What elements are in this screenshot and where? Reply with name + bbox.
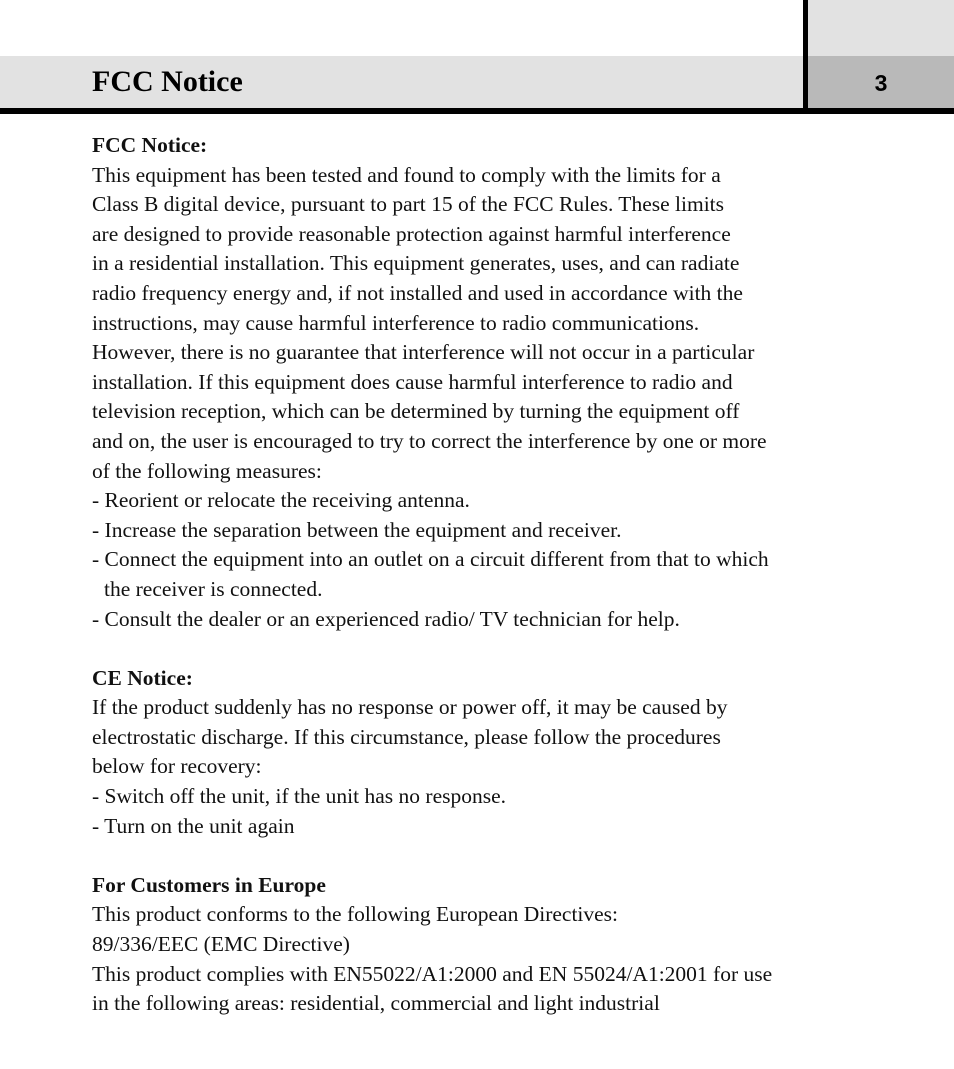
paragraph-line: are designed to provide reasonable protection against harmful interference	[92, 221, 731, 246]
paragraph-line: below for recovery:	[92, 754, 262, 779]
europe-section	[92, 871, 892, 1019]
paragraph-line: radio frequency energy and, if not installed and used in accordance with the	[92, 280, 743, 305]
page-tab-top	[808, 0, 954, 56]
europe-line: in the following areas: residential, commercial and light industrial	[92, 991, 660, 1016]
europe-line: This product conforms to the following European Directives:	[92, 902, 619, 927]
ce-notice-heading: CE Notice:	[92, 665, 193, 690]
paragraph-line: in a residential installation. This equipment generates, uses, and can radiate	[92, 251, 740, 276]
paragraph-line: and on, the user is encouraged to try to correct the interference by one or more	[92, 428, 767, 453]
europe-heading: For Customers in Europe	[92, 872, 326, 897]
recovery-step: - Turn on the unit again	[92, 813, 295, 838]
paragraph-line: If the product suddenly has no response or power off, it may be caused by	[92, 695, 728, 720]
paragraph-line: However, there is no guarantee that interference will not occur in a particular	[92, 340, 755, 365]
ce-notice-section	[92, 664, 892, 842]
europe-line: 89/336/EEC (EMC Directive)	[92, 932, 350, 957]
paragraph-line: installation. If this equipment does cause harmful interference to radio and	[92, 369, 733, 394]
section-spacer	[92, 841, 892, 871]
measure-item-continuation: the receiver is connected.	[104, 576, 323, 601]
ce-recovery-steps	[92, 782, 892, 841]
measure-item: - Increase the separation between the equipment and receiver.	[92, 517, 622, 542]
paragraph-line: television reception, which can be determined by turning the equipment off	[92, 399, 740, 424]
ce-notice-paragraph	[92, 693, 892, 782]
fcc-notice-heading: FCC Notice:	[92, 133, 208, 157]
fcc-notice-section	[92, 131, 892, 634]
page-number: 3	[874, 70, 888, 96]
fcc-measures-list	[92, 486, 892, 634]
paragraph-line: electrostatic discharge. If this circumstance, please follow the procedures	[92, 724, 721, 749]
page-title: FCC Notice	[92, 65, 243, 98]
header-rule	[0, 108, 954, 114]
paragraph-line: This equipment has been tested and found to comply with the limits for a	[92, 162, 721, 187]
paragraph-line: Class B digital device, pursuant to part 15 of the FCC Rules. These limits	[92, 192, 725, 217]
document-body	[92, 131, 892, 1019]
fcc-notice-paragraph	[92, 161, 892, 487]
measure-item: - Connect the equipment into an outlet on a circuit different from that to which	[92, 547, 769, 572]
measure-item: - Consult the dealer or an experienced radio/ TV technician for help.	[92, 606, 680, 631]
recovery-step: - Switch off the unit, if the unit has no response.	[92, 784, 507, 809]
paragraph-line: of the following measures:	[92, 458, 322, 483]
measure-item: - Reorient or relocate the receiving antenna.	[92, 488, 470, 513]
paragraph-line: instructions, may cause harmful interference to radio communications.	[92, 310, 700, 335]
europe-line: This product complies with EN55022/A1:2000 and EN 55024/A1:2001 for use	[92, 961, 773, 986]
section-spacer	[92, 634, 892, 664]
